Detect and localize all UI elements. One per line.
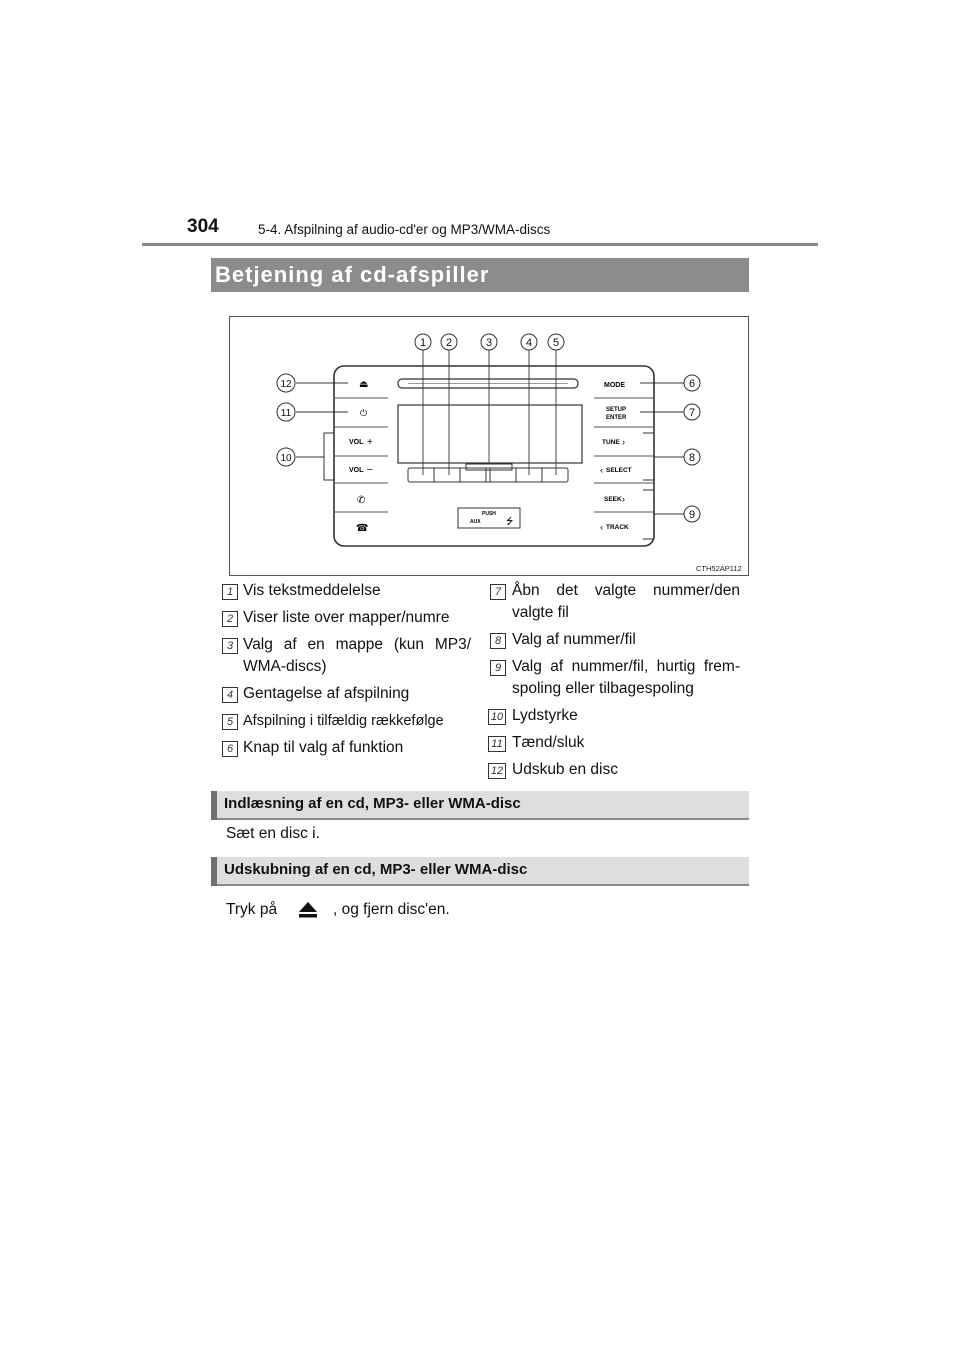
legend-num-8: 8 — [490, 633, 506, 649]
preset-buttons — [408, 464, 568, 482]
push-label: PUSH — [482, 511, 496, 517]
phone-icon: ✆ — [357, 495, 366, 506]
legend-text-7b: valgte fil — [512, 604, 569, 621]
ejecting-text-after: , og fjern disc'en. — [333, 901, 450, 918]
usb-icon: ⭍ — [506, 516, 514, 526]
legend-text-9b: spoling eller tilbagespoling — [512, 680, 694, 697]
figure-code: CTH52AP112 — [696, 564, 742, 573]
legend-num-6: 6 — [222, 741, 238, 757]
legend-text-3: Valg af en mappe (kun MP3/ — [243, 636, 471, 653]
legend-num-7: 7 — [490, 584, 506, 600]
callout-12: 12 — [280, 379, 292, 390]
hang-up-icon: ☎ — [356, 523, 369, 534]
select-arrow-icon: ‹ — [600, 465, 603, 475]
callout-10: 10 — [280, 453, 292, 464]
legend-num-4: 4 — [222, 687, 238, 703]
legend-text-11: Tænd/sluk — [512, 734, 585, 751]
page-number: 304 — [187, 216, 219, 237]
callout-11: 11 — [280, 408, 292, 419]
legend-text-9: Valg af nummer/fil, hurtig frem- — [512, 658, 740, 675]
ejecting-text-before: Tryk på — [226, 901, 278, 918]
legend-num-12: 12 — [488, 763, 506, 779]
setup-label: SETUP — [606, 407, 627, 413]
loading-title: Indlæsning af en cd, MP3- eller WMA-disc — [224, 795, 521, 812]
legend-num-10: 10 — [488, 709, 506, 725]
legend-text-8: Valg af nummer/fil — [512, 631, 636, 648]
vol-down-label: VOL — [349, 467, 364, 474]
legend-num-2: 2 — [222, 611, 238, 627]
display — [398, 405, 582, 463]
legend-num-11: 11 — [488, 736, 506, 752]
header-rule — [142, 243, 818, 246]
seek-arrow-icon: › — [622, 494, 625, 504]
legend-text-3b: WMA-discs) — [243, 658, 327, 675]
ejecting-title: Udskubning af en cd, MP3- eller WMA-disc — [224, 861, 528, 878]
callout-8: 8 — [688, 452, 696, 464]
eject-icon — [298, 901, 318, 919]
loading-text: Sæt en disc i. — [226, 825, 320, 842]
radio-figure — [229, 316, 749, 576]
track-arrow-icon: ‹ — [600, 522, 603, 532]
callout-1: 1 — [419, 337, 427, 349]
legend-num-1: 1 — [222, 584, 238, 600]
aux-label: AUX — [470, 519, 481, 525]
minus-icon: – — [367, 464, 373, 475]
enter-label: ENTER — [606, 415, 627, 421]
select-label: SELECT — [606, 467, 632, 474]
eject-icon: ⏏ — [359, 379, 369, 390]
legend-text-12: Udskub en disc — [512, 761, 618, 778]
chapter-title: 5-4. Afspilning af audio-cd'er og MP3/WMA-discs — [258, 222, 551, 237]
legend-num-9: 9 — [490, 660, 506, 676]
legend-num-3: 3 — [222, 638, 238, 654]
mode-label: MODE — [604, 382, 625, 389]
callout-2: 2 — [445, 337, 453, 349]
legend-text-4: Gentagelse af afspilning — [243, 685, 410, 702]
legend-text-7: Åbn det valgte nummer/den — [512, 582, 740, 599]
plus-icon: + — [367, 437, 373, 448]
legend-text-5: Afspilning i tilfældig rækkefølge — [243, 713, 444, 729]
legend-text-6: Knap til valg af funktion — [243, 739, 404, 756]
legend-text-1: Vis tekstmeddelelse — [243, 582, 381, 599]
legend-text-10: Lydstyrke — [512, 707, 578, 724]
callout-6: 6 — [688, 378, 696, 390]
power-icon: ⏻ — [360, 408, 368, 418]
callout-9: 9 — [688, 509, 696, 521]
callout-7: 7 — [688, 407, 696, 419]
tune-arrow-icon: › — [622, 437, 625, 447]
ejecting-bar — [211, 857, 217, 886]
section-title: Betjening af cd-afspiller — [215, 262, 490, 287]
callout-4: 4 — [525, 337, 533, 349]
tune-label: TUNE — [602, 439, 620, 446]
legend-text-2: Viser liste over mapper/numre — [243, 609, 450, 626]
loading-bar — [211, 791, 217, 820]
legend-num-5: 5 — [222, 714, 238, 730]
callout-5: 5 — [552, 337, 560, 349]
track-label: TRACK — [606, 524, 629, 531]
vol-up-label: VOL — [349, 439, 364, 446]
callout-3: 3 — [485, 337, 493, 349]
seek-label: SEEK — [604, 496, 622, 503]
